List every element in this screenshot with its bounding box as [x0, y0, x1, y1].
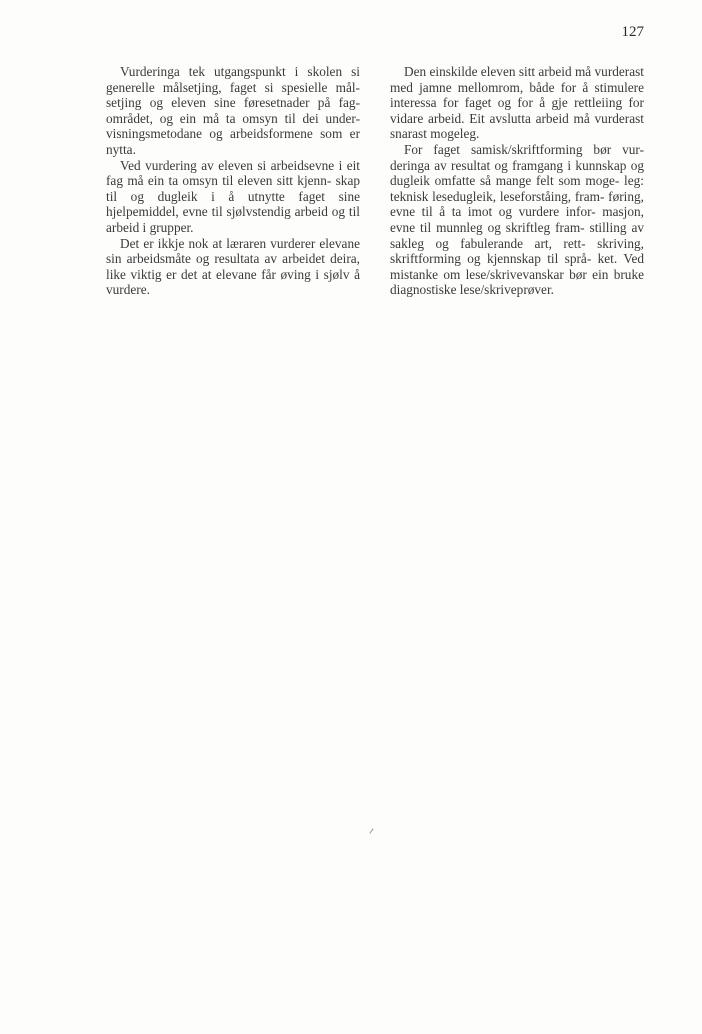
page-number: 127	[621, 24, 644, 40]
paragraph: For faget samisk/skriftforming bør vur- deringa av resultat og framgang i kunnskap og dugleik omfatte så mange felt som moge- leg: teknisk lesedugleik, leseforståing, fram- føring, evne til å ta imot og vurdere infor- masjon, evne til munnleg og skriftleg fram- stilling av sakleg og fabulerande art, rett- skriving, skriftforming og kjennskap til språ- ket. Ved mistanke om lese/skrivevanskar bør ein bruke diagnostiske lese/skriveprøver.	[390, 141, 644, 298]
paragraph: Vurderinga tek utgangspunkt i skolen si generelle målsetjing, faget si spesielle mål- setjing og eleven sine føresetnader på fag- området, og ein må ta omsyn til dei under- visningsmetodane og arbeidsformene som er nytta.	[106, 64, 360, 157]
scan-speck	[369, 828, 373, 833]
paragraph: Ved vurdering av eleven si arbeidsevne i eit fag må ein ta omsyn til eleven sitt kjenn- skap til og dugleik i å utnytte faget sine hjelpemiddel, evne til sjølvstendig arbeid og til arbeid i grupper.	[106, 157, 360, 235]
paragraph: Den einskilde eleven sitt arbeid må vurderast med jamne mellomrom, både for å stimulere interessa for faget og for å gje rettleiing for vidare arbeid. Eit avslutta arbeid må vurderast snarast mogeleg.	[390, 64, 644, 142]
paragraph: Det er ikkje nok at læraren vurderer elevane sin arbeidsmåte og resultata av arbeidet deira, like viktig er det at elevane får øving i sjølv å vurdere.	[106, 235, 360, 298]
right-text-column	[390, 64, 644, 298]
left-text-column	[106, 64, 360, 298]
